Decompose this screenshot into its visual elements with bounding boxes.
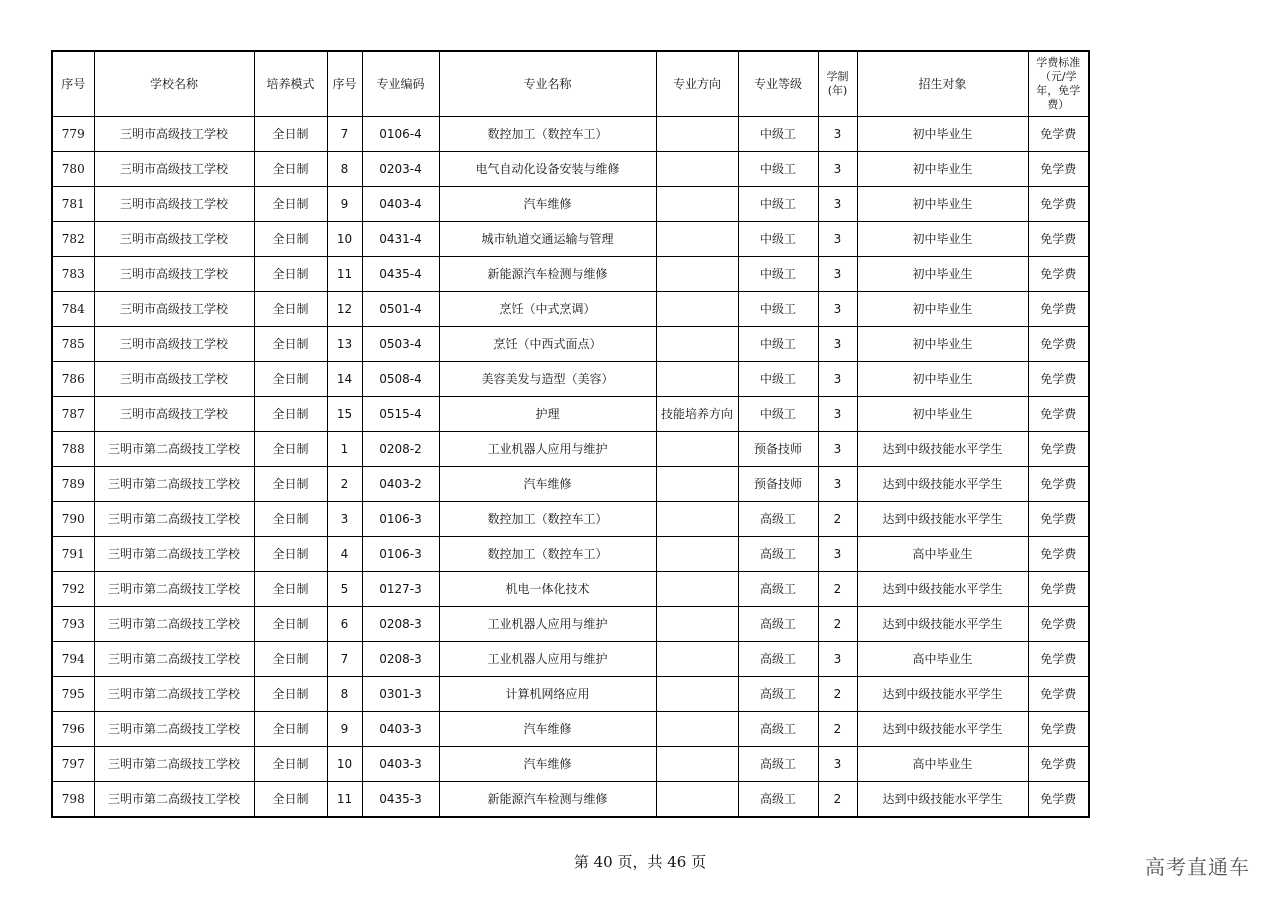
cell-training-mode: 全日制 bbox=[254, 712, 327, 747]
cell-major-level: 高级工 bbox=[738, 642, 818, 677]
cell-major-direction bbox=[656, 152, 738, 187]
header-major-direction: 专业方向 bbox=[656, 51, 738, 117]
cell-major-code: 0403-2 bbox=[362, 467, 439, 502]
cell-major-name: 美容美发与造型（美容） bbox=[439, 362, 656, 397]
cell-sub-index: 9 bbox=[327, 187, 362, 222]
cell-tuition: 免学费 bbox=[1028, 152, 1089, 187]
cell-major-code: 0515-4 bbox=[362, 397, 439, 432]
cell-major-level: 中级工 bbox=[738, 152, 818, 187]
cell-major-code: 0431-4 bbox=[362, 222, 439, 257]
cell-enrollment-target: 达到中级技能水平学生 bbox=[857, 432, 1028, 467]
cell-tuition: 免学费 bbox=[1028, 782, 1089, 818]
table-row bbox=[52, 467, 1089, 502]
cell-enrollment-target: 初中毕业生 bbox=[857, 292, 1028, 327]
cell-tuition: 免学费 bbox=[1028, 607, 1089, 642]
cell-sub-index: 13 bbox=[327, 327, 362, 362]
table-body bbox=[52, 117, 1089, 818]
cell-enrollment-target: 初中毕业生 bbox=[857, 222, 1028, 257]
cell-tuition: 免学费 bbox=[1028, 712, 1089, 747]
cell-major-code: 0106-4 bbox=[362, 117, 439, 152]
cell-major-name: 数控加工（数控车工） bbox=[439, 537, 656, 572]
cell-training-mode: 全日制 bbox=[254, 257, 327, 292]
cell-major-direction bbox=[656, 502, 738, 537]
cell-enrollment-target: 高中毕业生 bbox=[857, 642, 1028, 677]
cell-major-code: 0403-3 bbox=[362, 747, 439, 782]
cell-years: 3 bbox=[818, 362, 857, 397]
cell-enrollment-target: 初中毕业生 bbox=[857, 397, 1028, 432]
cell-tuition: 免学费 bbox=[1028, 222, 1089, 257]
cell-major-code: 0208-3 bbox=[362, 607, 439, 642]
cell-enrollment-target: 达到中级技能水平学生 bbox=[857, 502, 1028, 537]
header-major-level: 专业等级 bbox=[738, 51, 818, 117]
cell-sub-index: 10 bbox=[327, 222, 362, 257]
cell-sub-index: 12 bbox=[327, 292, 362, 327]
cell-major-direction bbox=[656, 327, 738, 362]
cell-sub-index: 7 bbox=[327, 117, 362, 152]
cell-years: 2 bbox=[818, 677, 857, 712]
cell-school-name: 三明市高级技工学校 bbox=[94, 397, 254, 432]
cell-school-name: 三明市第二高级技工学校 bbox=[94, 572, 254, 607]
table-row bbox=[52, 152, 1089, 187]
cell-major-level: 中级工 bbox=[738, 397, 818, 432]
cell-enrollment-target: 初中毕业生 bbox=[857, 187, 1028, 222]
cell-tuition: 免学费 bbox=[1028, 677, 1089, 712]
cell-tuition: 免学费 bbox=[1028, 467, 1089, 502]
cell-major-name: 汽车维修 bbox=[439, 712, 656, 747]
cell-major-direction bbox=[656, 537, 738, 572]
cell-school-name: 三明市第二高级技工学校 bbox=[94, 747, 254, 782]
cell-major-name: 新能源汽车检测与维修 bbox=[439, 782, 656, 818]
table-row bbox=[52, 397, 1089, 432]
cell-sub-index: 9 bbox=[327, 712, 362, 747]
cell-sub-index: 15 bbox=[327, 397, 362, 432]
cell-row-index: 792 bbox=[52, 572, 94, 607]
cell-major-code: 0208-2 bbox=[362, 432, 439, 467]
cell-training-mode: 全日制 bbox=[254, 327, 327, 362]
cell-training-mode: 全日制 bbox=[254, 537, 327, 572]
cell-major-name: 城市轨道交通运输与管理 bbox=[439, 222, 656, 257]
cell-major-name: 工业机器人应用与维护 bbox=[439, 642, 656, 677]
cell-major-level: 预备技师 bbox=[738, 467, 818, 502]
cell-school-name: 三明市第二高级技工学校 bbox=[94, 782, 254, 818]
cell-major-code: 0208-3 bbox=[362, 642, 439, 677]
cell-row-index: 784 bbox=[52, 292, 94, 327]
cell-tuition: 免学费 bbox=[1028, 117, 1089, 152]
cell-tuition: 免学费 bbox=[1028, 292, 1089, 327]
cell-major-level: 高级工 bbox=[738, 502, 818, 537]
cell-training-mode: 全日制 bbox=[254, 677, 327, 712]
table-row bbox=[52, 677, 1089, 712]
table-row bbox=[52, 362, 1089, 397]
cell-major-code: 0403-3 bbox=[362, 712, 439, 747]
cell-tuition: 免学费 bbox=[1028, 572, 1089, 607]
cell-enrollment-target: 达到中级技能水平学生 bbox=[857, 467, 1028, 502]
cell-school-name: 三明市高级技工学校 bbox=[94, 257, 254, 292]
cell-training-mode: 全日制 bbox=[254, 362, 327, 397]
cell-years: 2 bbox=[818, 502, 857, 537]
cell-years: 3 bbox=[818, 397, 857, 432]
admissions-table bbox=[51, 50, 1090, 818]
cell-row-index: 787 bbox=[52, 397, 94, 432]
cell-training-mode: 全日制 bbox=[254, 222, 327, 257]
cell-years: 3 bbox=[818, 152, 857, 187]
cell-major-name: 汽车维修 bbox=[439, 467, 656, 502]
table-row bbox=[52, 502, 1089, 537]
table-row bbox=[52, 607, 1089, 642]
cell-enrollment-target: 达到中级技能水平学生 bbox=[857, 712, 1028, 747]
cell-major-level: 中级工 bbox=[738, 222, 818, 257]
cell-tuition: 免学费 bbox=[1028, 362, 1089, 397]
cell-enrollment-target: 高中毕业生 bbox=[857, 747, 1028, 782]
cell-major-code: 0403-4 bbox=[362, 187, 439, 222]
cell-sub-index: 8 bbox=[327, 677, 362, 712]
cell-major-name: 电气自动化设备安装与维修 bbox=[439, 152, 656, 187]
cell-sub-index: 5 bbox=[327, 572, 362, 607]
cell-row-index: 788 bbox=[52, 432, 94, 467]
cell-major-level: 中级工 bbox=[738, 187, 818, 222]
cell-major-name: 数控加工（数控车工） bbox=[439, 502, 656, 537]
cell-training-mode: 全日制 bbox=[254, 642, 327, 677]
cell-major-direction bbox=[656, 467, 738, 502]
table-row bbox=[52, 712, 1089, 747]
cell-sub-index: 7 bbox=[327, 642, 362, 677]
cell-enrollment-target: 达到中级技能水平学生 bbox=[857, 677, 1028, 712]
cell-major-level: 高级工 bbox=[738, 782, 818, 818]
header-major-code: 专业编码 bbox=[362, 51, 439, 117]
cell-enrollment-target: 达到中级技能水平学生 bbox=[857, 572, 1028, 607]
cell-enrollment-target: 达到中级技能水平学生 bbox=[857, 607, 1028, 642]
cell-major-level: 中级工 bbox=[738, 257, 818, 292]
cell-enrollment-target: 高中毕业生 bbox=[857, 537, 1028, 572]
cell-enrollment-target: 达到中级技能水平学生 bbox=[857, 782, 1028, 818]
cell-school-name: 三明市第二高级技工学校 bbox=[94, 537, 254, 572]
cell-major-name: 工业机器人应用与维护 bbox=[439, 607, 656, 642]
cell-row-index: 795 bbox=[52, 677, 94, 712]
header-years: 学制 (年) bbox=[818, 51, 857, 117]
cell-sub-index: 2 bbox=[327, 467, 362, 502]
cell-major-direction bbox=[656, 362, 738, 397]
cell-training-mode: 全日制 bbox=[254, 467, 327, 502]
table-row bbox=[52, 257, 1089, 292]
table-row bbox=[52, 187, 1089, 222]
table-row bbox=[52, 537, 1089, 572]
header-tuition: 学费标准 （元/学 年，免学 费） bbox=[1028, 51, 1089, 117]
cell-tuition: 免学费 bbox=[1028, 747, 1089, 782]
cell-tuition: 免学费 bbox=[1028, 257, 1089, 292]
cell-school-name: 三明市第二高级技工学校 bbox=[94, 677, 254, 712]
table-row bbox=[52, 782, 1089, 818]
cell-school-name: 三明市高级技工学校 bbox=[94, 362, 254, 397]
table-header bbox=[52, 51, 1089, 117]
cell-tuition: 免学费 bbox=[1028, 327, 1089, 362]
cell-years: 3 bbox=[818, 432, 857, 467]
cell-major-code: 0127-3 bbox=[362, 572, 439, 607]
cell-training-mode: 全日制 bbox=[254, 397, 327, 432]
cell-major-code: 0435-3 bbox=[362, 782, 439, 818]
cell-training-mode: 全日制 bbox=[254, 572, 327, 607]
cell-school-name: 三明市第二高级技工学校 bbox=[94, 642, 254, 677]
cell-years: 3 bbox=[818, 257, 857, 292]
cell-tuition: 免学费 bbox=[1028, 187, 1089, 222]
cell-row-index: 789 bbox=[52, 467, 94, 502]
cell-row-index: 793 bbox=[52, 607, 94, 642]
cell-major-direction bbox=[656, 432, 738, 467]
cell-major-direction bbox=[656, 292, 738, 327]
cell-school-name: 三明市第二高级技工学校 bbox=[94, 432, 254, 467]
header-index: 序号 bbox=[52, 51, 94, 117]
cell-sub-index: 11 bbox=[327, 257, 362, 292]
cell-school-name: 三明市高级技工学校 bbox=[94, 292, 254, 327]
cell-sub-index: 4 bbox=[327, 537, 362, 572]
cell-major-direction bbox=[656, 712, 738, 747]
cell-major-level: 预备技师 bbox=[738, 432, 818, 467]
table-row bbox=[52, 432, 1089, 467]
cell-training-mode: 全日制 bbox=[254, 607, 327, 642]
cell-major-direction: 技能培养方向 bbox=[656, 397, 738, 432]
header-row bbox=[52, 51, 1089, 117]
cell-training-mode: 全日制 bbox=[254, 152, 327, 187]
cell-years: 2 bbox=[818, 782, 857, 818]
cell-sub-index: 3 bbox=[327, 502, 362, 537]
cell-major-name: 新能源汽车检测与维修 bbox=[439, 257, 656, 292]
cell-major-direction bbox=[656, 187, 738, 222]
cell-major-direction bbox=[656, 117, 738, 152]
cell-major-name: 工业机器人应用与维护 bbox=[439, 432, 656, 467]
cell-major-level: 高级工 bbox=[738, 677, 818, 712]
cell-row-index: 794 bbox=[52, 642, 94, 677]
cell-row-index: 797 bbox=[52, 747, 94, 782]
cell-tuition: 免学费 bbox=[1028, 432, 1089, 467]
cell-major-level: 高级工 bbox=[738, 712, 818, 747]
cell-training-mode: 全日制 bbox=[254, 747, 327, 782]
cell-major-level: 中级工 bbox=[738, 117, 818, 152]
cell-school-name: 三明市第二高级技工学校 bbox=[94, 467, 254, 502]
cell-training-mode: 全日制 bbox=[254, 187, 327, 222]
cell-years: 3 bbox=[818, 117, 857, 152]
cell-training-mode: 全日制 bbox=[254, 502, 327, 537]
table-row bbox=[52, 747, 1089, 782]
cell-training-mode: 全日制 bbox=[254, 117, 327, 152]
cell-school-name: 三明市第二高级技工学校 bbox=[94, 712, 254, 747]
cell-row-index: 781 bbox=[52, 187, 94, 222]
cell-major-direction bbox=[656, 572, 738, 607]
cell-major-code: 0501-4 bbox=[362, 292, 439, 327]
cell-school-name: 三明市第二高级技工学校 bbox=[94, 607, 254, 642]
cell-years: 3 bbox=[818, 222, 857, 257]
cell-major-level: 高级工 bbox=[738, 607, 818, 642]
cell-school-name: 三明市高级技工学校 bbox=[94, 327, 254, 362]
cell-major-direction bbox=[656, 782, 738, 818]
cell-row-index: 790 bbox=[52, 502, 94, 537]
cell-school-name: 三明市第二高级技工学校 bbox=[94, 502, 254, 537]
cell-sub-index: 11 bbox=[327, 782, 362, 818]
cell-sub-index: 1 bbox=[327, 432, 362, 467]
cell-tuition: 免学费 bbox=[1028, 502, 1089, 537]
cell-row-index: 796 bbox=[52, 712, 94, 747]
page-number: 第 40 页，共 46 页 bbox=[573, 853, 707, 871]
cell-major-level: 中级工 bbox=[738, 362, 818, 397]
header-school-name: 学校名称 bbox=[94, 51, 254, 117]
cell-training-mode: 全日制 bbox=[254, 432, 327, 467]
table-row bbox=[52, 117, 1089, 152]
header-sub-index: 序号 bbox=[327, 51, 362, 117]
cell-row-index: 779 bbox=[52, 117, 94, 152]
cell-major-name: 汽车维修 bbox=[439, 747, 656, 782]
cell-enrollment-target: 初中毕业生 bbox=[857, 117, 1028, 152]
cell-row-index: 783 bbox=[52, 257, 94, 292]
cell-major-code: 0435-4 bbox=[362, 257, 439, 292]
cell-years: 3 bbox=[818, 467, 857, 502]
cell-major-name: 计算机网络应用 bbox=[439, 677, 656, 712]
cell-years: 2 bbox=[818, 607, 857, 642]
watermark: 高考直通车 bbox=[1145, 855, 1250, 879]
table-row bbox=[52, 292, 1089, 327]
cell-tuition: 免学费 bbox=[1028, 397, 1089, 432]
cell-major-direction bbox=[656, 222, 738, 257]
cell-enrollment-target: 初中毕业生 bbox=[857, 152, 1028, 187]
cell-major-code: 0106-3 bbox=[362, 537, 439, 572]
cell-school-name: 三明市高级技工学校 bbox=[94, 152, 254, 187]
cell-years: 2 bbox=[818, 712, 857, 747]
cell-major-name: 烹饪（中式烹调） bbox=[439, 292, 656, 327]
cell-tuition: 免学费 bbox=[1028, 537, 1089, 572]
cell-row-index: 785 bbox=[52, 327, 94, 362]
table-row bbox=[52, 327, 1089, 362]
cell-sub-index: 8 bbox=[327, 152, 362, 187]
cell-row-index: 791 bbox=[52, 537, 94, 572]
cell-school-name: 三明市高级技工学校 bbox=[94, 117, 254, 152]
cell-enrollment-target: 初中毕业生 bbox=[857, 257, 1028, 292]
cell-major-name: 烹饪（中西式面点） bbox=[439, 327, 656, 362]
cell-enrollment-target: 初中毕业生 bbox=[857, 327, 1028, 362]
table-row bbox=[52, 642, 1089, 677]
header-training-mode: 培养模式 bbox=[254, 51, 327, 117]
cell-enrollment-target: 初中毕业生 bbox=[857, 362, 1028, 397]
cell-row-index: 798 bbox=[52, 782, 94, 818]
table-row bbox=[52, 222, 1089, 257]
cell-school-name: 三明市高级技工学校 bbox=[94, 222, 254, 257]
cell-major-direction bbox=[656, 642, 738, 677]
cell-major-level: 高级工 bbox=[738, 747, 818, 782]
cell-major-direction bbox=[656, 747, 738, 782]
cell-major-name: 护理 bbox=[439, 397, 656, 432]
cell-sub-index: 14 bbox=[327, 362, 362, 397]
cell-years: 3 bbox=[818, 642, 857, 677]
table-row bbox=[52, 572, 1089, 607]
cell-major-level: 高级工 bbox=[738, 537, 818, 572]
cell-training-mode: 全日制 bbox=[254, 782, 327, 818]
cell-major-name: 机电一体化技术 bbox=[439, 572, 656, 607]
cell-major-direction bbox=[656, 677, 738, 712]
cell-major-code: 0106-3 bbox=[362, 502, 439, 537]
cell-years: 3 bbox=[818, 537, 857, 572]
cell-major-direction bbox=[656, 257, 738, 292]
cell-training-mode: 全日制 bbox=[254, 292, 327, 327]
cell-years: 2 bbox=[818, 572, 857, 607]
cell-major-code: 0203-4 bbox=[362, 152, 439, 187]
cell-major-code: 0301-3 bbox=[362, 677, 439, 712]
cell-major-level: 中级工 bbox=[738, 327, 818, 362]
cell-major-code: 0503-4 bbox=[362, 327, 439, 362]
cell-sub-index: 10 bbox=[327, 747, 362, 782]
cell-major-name: 汽车维修 bbox=[439, 187, 656, 222]
cell-years: 3 bbox=[818, 747, 857, 782]
cell-row-index: 782 bbox=[52, 222, 94, 257]
header-major-name: 专业名称 bbox=[439, 51, 656, 117]
header-enrollment-target: 招生对象 bbox=[857, 51, 1028, 117]
cell-tuition: 免学费 bbox=[1028, 642, 1089, 677]
cell-sub-index: 6 bbox=[327, 607, 362, 642]
cell-years: 3 bbox=[818, 292, 857, 327]
cell-row-index: 786 bbox=[52, 362, 94, 397]
cell-school-name: 三明市高级技工学校 bbox=[94, 187, 254, 222]
cell-major-direction bbox=[656, 607, 738, 642]
cell-years: 3 bbox=[818, 187, 857, 222]
cell-major-code: 0508-4 bbox=[362, 362, 439, 397]
cell-major-level: 高级工 bbox=[738, 572, 818, 607]
cell-row-index: 780 bbox=[52, 152, 94, 187]
cell-major-name: 数控加工（数控车工） bbox=[439, 117, 656, 152]
cell-years: 3 bbox=[818, 327, 857, 362]
cell-major-level: 中级工 bbox=[738, 292, 818, 327]
